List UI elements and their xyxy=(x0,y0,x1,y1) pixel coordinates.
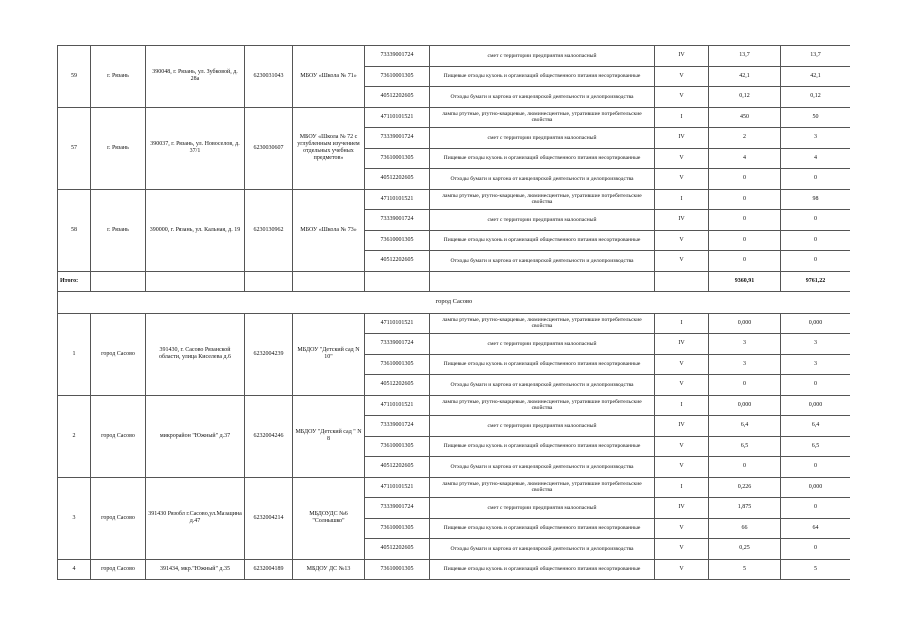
inn-cell: 6232004246 xyxy=(245,395,293,477)
amount-cell: 42,1 xyxy=(781,66,851,87)
hazard-class-cell: IV xyxy=(655,334,709,355)
inn-cell: 6230130962 xyxy=(245,189,293,271)
amount-cell: 0,000 xyxy=(781,313,851,334)
waste-name-cell: лампы ртутные, ртутно-кварцевые, люминесцентные, утратившие потребительские свойства xyxy=(430,107,655,128)
waste-name-cell: Пищевые отходы кухонь и организаций общественного питания несортированные xyxy=(430,354,655,375)
waste-name-cell: смет с территории предприятия малоопасный xyxy=(430,498,655,519)
amount-cell: 5 xyxy=(709,559,781,580)
waste-code-cell: 40512202605 xyxy=(365,457,430,478)
empty-cell xyxy=(91,271,146,291)
amount-cell: 0,000 xyxy=(781,477,851,498)
amount-cell: 0,12 xyxy=(781,87,851,108)
city-cell: г. Рязань xyxy=(91,189,146,271)
waste-name-cell: Отходы бумаги и картона от канцелярской деятельности и делопроизводства xyxy=(430,375,655,396)
table-row xyxy=(58,477,851,498)
inn-cell: 6232004189 xyxy=(245,559,293,580)
waste-name-cell: лампы ртутные, ртутно-кварцевые, люминесцентные, утратившие потребительские свойства xyxy=(430,477,655,498)
hazard-class-cell: I xyxy=(655,313,709,334)
total-amount-cell: 9360,91 xyxy=(709,271,781,291)
empty-cell xyxy=(245,271,293,291)
organization-cell: МБОУ «Школа № 73» xyxy=(293,189,365,271)
amount-cell: 0 xyxy=(709,375,781,396)
hazard-class-cell: V xyxy=(655,251,709,272)
hazard-class-cell: V xyxy=(655,230,709,251)
amount-cell: 0 xyxy=(781,230,851,251)
hazard-class-cell: V xyxy=(655,457,709,478)
waste-name-cell: Пищевые отходы кухонь и организаций общественного питания несортированные xyxy=(430,436,655,457)
waste-code-cell: 47110101521 xyxy=(365,189,430,210)
organization-cell: МБДОУ "Детский сад N 10" xyxy=(293,313,365,395)
city-cell: город Сасово xyxy=(91,477,146,559)
amount-cell: 4 xyxy=(781,148,851,169)
amount-cell: 0 xyxy=(781,498,851,519)
amount-cell: 0,000 xyxy=(781,395,851,416)
amount-cell: 50 xyxy=(781,107,851,128)
organization-cell: МБДОУДС №6 "Солнышко" xyxy=(293,477,365,559)
waste-name-cell: Отходы бумаги и картона от канцелярской деятельности и делопроизводства xyxy=(430,457,655,478)
hazard-class-cell: I xyxy=(655,189,709,210)
table-row xyxy=(58,46,851,67)
inn-cell: 6230031043 xyxy=(245,46,293,108)
amount-cell: 0,226 xyxy=(709,477,781,498)
amount-cell: 6,5 xyxy=(781,436,851,457)
waste-code-cell: 73610001305 xyxy=(365,66,430,87)
hazard-class-cell: IV xyxy=(655,46,709,67)
amount-cell: 6,5 xyxy=(709,436,781,457)
waste-code-cell: 73610001305 xyxy=(365,148,430,169)
waste-name-cell: Пищевые отходы кухонь и организаций общественного питания несортированные xyxy=(430,148,655,169)
amount-cell: 6,4 xyxy=(709,416,781,437)
amount-cell: 4 xyxy=(709,148,781,169)
waste-name-cell: Отходы бумаги и картона от канцелярской деятельности и делопроизводства xyxy=(430,87,655,108)
waste-name-cell: лампы ртутные, ртутно-кварцевые, люминесцентные, утратившие потребительские свойства xyxy=(430,189,655,210)
waste-name-cell: Отходы бумаги и картона от канцелярской деятельности и делопроизводства xyxy=(430,539,655,560)
amount-cell: 3 xyxy=(709,354,781,375)
amount-cell: 0 xyxy=(781,210,851,231)
row-number-cell: 4 xyxy=(58,559,91,580)
waste-code-cell: 73339001724 xyxy=(365,210,430,231)
address-cell: 391430, г. Сасово Рязанской области, улица Киселева д.6 xyxy=(146,313,245,395)
waste-name-cell: смет с территории предприятия малоопасный xyxy=(430,128,655,149)
address-cell: 391430 Рязобл г.Сасово,ул.Мазацина д.47 xyxy=(146,477,245,559)
hazard-class-cell: V xyxy=(655,539,709,560)
document-page xyxy=(57,45,850,593)
total-amount-cell: 9761,22 xyxy=(781,271,851,291)
address-cell: микрорайон "Южный" д.37 xyxy=(146,395,245,477)
hazard-class-cell: IV xyxy=(655,416,709,437)
waste-code-cell: 40512202605 xyxy=(365,251,430,272)
organization-cell: МБДОУ "Детский сад " N 8 xyxy=(293,395,365,477)
waste-code-cell: 47110101521 xyxy=(365,313,430,334)
address-cell: 390000, г. Рязань, ул. Кальная, д. 19 xyxy=(146,189,245,271)
waste-code-cell: 40512202605 xyxy=(365,87,430,108)
waste-name-cell: смет с территории предприятия малоопасный xyxy=(430,416,655,437)
amount-cell: 0 xyxy=(709,230,781,251)
amount-cell: 0 xyxy=(781,251,851,272)
amount-cell: 0,000 xyxy=(709,395,781,416)
address-cell: 390037, г. Рязань, ул. Новоселов, д. 37/1 xyxy=(146,107,245,189)
hazard-class-cell: V xyxy=(655,169,709,190)
waste-name-cell: Пищевые отходы кухонь и организаций общественного питания несортированные xyxy=(430,66,655,87)
table-row xyxy=(58,313,851,334)
hazard-class-cell: V xyxy=(655,66,709,87)
hazard-class-cell: V xyxy=(655,559,709,580)
amount-cell: 42,1 xyxy=(709,66,781,87)
organization-cell: МБДОУ ДС №13 xyxy=(293,559,365,580)
hazard-class-cell: IV xyxy=(655,498,709,519)
waste-code-cell: 73610001305 xyxy=(365,559,430,580)
city-cell: г. Рязань xyxy=(91,46,146,108)
amount-cell: 0 xyxy=(781,375,851,396)
city-cell: г. Рязань xyxy=(91,107,146,189)
amount-cell: 0,000 xyxy=(709,313,781,334)
amount-cell: 98 xyxy=(781,189,851,210)
amount-cell: 0 xyxy=(781,539,851,560)
hazard-class-cell: I xyxy=(655,107,709,128)
amount-cell: 66 xyxy=(709,518,781,539)
hazard-class-cell: IV xyxy=(655,210,709,231)
hazard-class-cell: I xyxy=(655,395,709,416)
city-cell: город Сасово xyxy=(91,559,146,580)
table-row xyxy=(58,107,851,128)
inn-cell: 6232004214 xyxy=(245,477,293,559)
empty-cell xyxy=(146,271,245,291)
row-number-cell: 3 xyxy=(58,477,91,559)
amount-cell: 450 xyxy=(709,107,781,128)
address-cell: 390048, г. Рязань, ул. Зубковой, д. 28а xyxy=(146,46,245,108)
waste-code-cell: 47110101521 xyxy=(365,477,430,498)
amount-cell: 64 xyxy=(781,518,851,539)
amount-cell: 0 xyxy=(709,189,781,210)
row-number-cell: 57 xyxy=(58,107,91,189)
hazard-class-cell: V xyxy=(655,148,709,169)
amount-cell: 1,875 xyxy=(709,498,781,519)
amount-cell: 3 xyxy=(781,334,851,355)
empty-cell xyxy=(655,271,709,291)
waste-code-cell: 40512202605 xyxy=(365,539,430,560)
waste-name-cell: смет с территории предприятия малоопасный xyxy=(430,210,655,231)
row-number-cell: 58 xyxy=(58,189,91,271)
amount-cell: 0 xyxy=(709,457,781,478)
amount-cell: 0 xyxy=(709,169,781,190)
empty-cell xyxy=(430,271,655,291)
hazard-class-cell: V xyxy=(655,518,709,539)
table-row xyxy=(58,189,851,210)
hazard-class-cell: V xyxy=(655,354,709,375)
waste-name-cell: смет с территории предприятия малоопасный xyxy=(430,334,655,355)
city-cell: город Сасово xyxy=(91,313,146,395)
amount-cell: 3 xyxy=(781,128,851,149)
waste-code-cell: 40512202605 xyxy=(365,169,430,190)
organization-cell: МБОУ «Школа № 72 с углубленным изучением отдельных учебных предметов» xyxy=(293,107,365,189)
inn-cell: 6230030607 xyxy=(245,107,293,189)
waste-name-cell: Пищевые отходы кухонь и организаций общественного питания несортированные xyxy=(430,518,655,539)
waste-code-cell: 47110101521 xyxy=(365,107,430,128)
hazard-class-cell: V xyxy=(655,87,709,108)
waste-code-cell: 73610001305 xyxy=(365,230,430,251)
waste-name-cell: Пищевые отходы кухонь и организаций общественного питания несортированные xyxy=(430,230,655,251)
amount-cell: 6,4 xyxy=(781,416,851,437)
amount-cell: 3 xyxy=(781,354,851,375)
amount-cell: 0,12 xyxy=(709,87,781,108)
table-row xyxy=(58,395,851,416)
address-cell: 391434, мкр."Южный" д.35 xyxy=(146,559,245,580)
waste-name-cell: Отходы бумаги и картона от канцелярской деятельности и делопроизводства xyxy=(430,251,655,272)
hazard-class-cell: IV xyxy=(655,128,709,149)
amount-cell: 0 xyxy=(781,169,851,190)
waste-code-cell: 73610001305 xyxy=(365,518,430,539)
waste-code-cell: 73339001724 xyxy=(365,46,430,67)
waste-name-cell: Отходы бумаги и картона от канцелярской деятельности и делопроизводства xyxy=(430,169,655,190)
empty-cell xyxy=(293,271,365,291)
empty-cell xyxy=(365,271,430,291)
row-number-cell: 59 xyxy=(58,46,91,108)
amount-cell: 0 xyxy=(709,210,781,231)
amount-cell: 2 xyxy=(709,128,781,149)
row-number-cell: 1 xyxy=(58,313,91,395)
city-cell: город Сасово xyxy=(91,395,146,477)
waste-name-cell: смет с территории предприятия малоопасный xyxy=(430,46,655,67)
waste-code-cell: 73610001305 xyxy=(365,436,430,457)
waste-code-cell: 73610001305 xyxy=(365,354,430,375)
hazard-class-cell: V xyxy=(655,436,709,457)
hazard-class-cell: V xyxy=(655,375,709,396)
waste-code-cell: 73339001724 xyxy=(365,416,430,437)
waste-code-cell: 73339001724 xyxy=(365,334,430,355)
organization-cell: МБОУ «Школа № 71» xyxy=(293,46,365,108)
amount-cell: 0 xyxy=(781,457,851,478)
amount-cell: 13,7 xyxy=(781,46,851,67)
waste-code-cell: 47110101521 xyxy=(365,395,430,416)
amount-cell: 3 xyxy=(709,334,781,355)
waste-table xyxy=(57,45,850,580)
waste-code-cell: 73339001724 xyxy=(365,128,430,149)
waste-code-cell: 73339001724 xyxy=(365,498,430,519)
total-label: Итого: xyxy=(58,271,91,291)
waste-name-cell: Пищевые отходы кухонь и организаций общественного питания несортированные xyxy=(430,559,655,580)
hazard-class-cell: I xyxy=(655,477,709,498)
amount-cell: 0 xyxy=(709,251,781,272)
row-number-cell: 2 xyxy=(58,395,91,477)
table-row xyxy=(58,559,851,580)
waste-name-cell: лампы ртутные, ртутно-кварцевые, люминесцентные, утратившие потребительские свойства xyxy=(430,395,655,416)
total-row xyxy=(58,271,851,291)
section-row xyxy=(58,291,851,313)
inn-cell: 6232004239 xyxy=(245,313,293,395)
amount-cell: 0,25 xyxy=(709,539,781,560)
waste-code-cell: 40512202605 xyxy=(365,375,430,396)
section-title: город Сасово xyxy=(58,291,851,313)
amount-cell: 13,7 xyxy=(709,46,781,67)
waste-name-cell: лампы ртутные, ртутно-кварцевые, люминесцентные, утратившие потребительские свойства xyxy=(430,313,655,334)
amount-cell: 5 xyxy=(781,559,851,580)
